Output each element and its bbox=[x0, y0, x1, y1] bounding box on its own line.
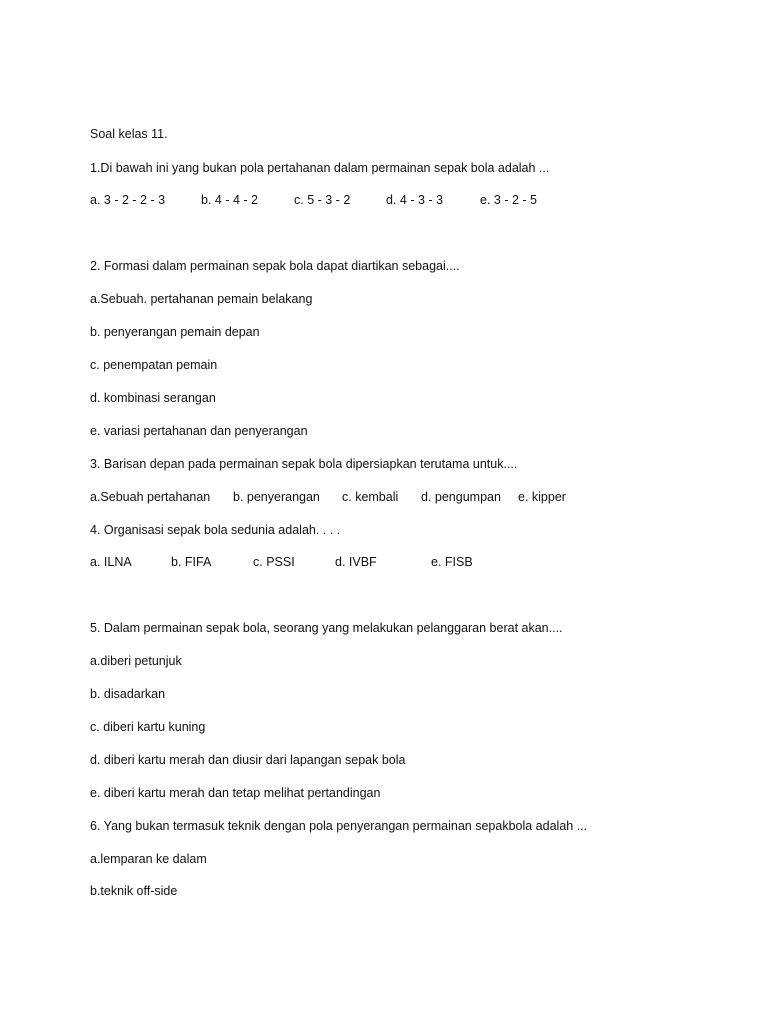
q2-option-c: c. penempatan pemain bbox=[90, 358, 218, 372]
q5-option-b: b. disadarkan bbox=[90, 687, 166, 701]
question-2: 2. Formasi dalam permainan sepak bola dapat diartikan sebagai.... bbox=[90, 259, 460, 273]
q4-option-b: b. FIFA bbox=[171, 555, 212, 569]
q5-option-e: e. diberi kartu merah dan tetap melihat pertandingan bbox=[90, 786, 381, 800]
q3-option-a: a.Sebuah pertahanan bbox=[90, 490, 211, 504]
q4-option-c: c. PSSI bbox=[253, 555, 295, 569]
q1-option-d: d. 4 - 3 - 3 bbox=[386, 193, 443, 207]
q2-option-b: b. penyerangan pemain depan bbox=[90, 325, 260, 339]
q4-option-d: d. IVBF bbox=[335, 555, 377, 569]
q3-option-d: d. pengumpan bbox=[421, 490, 501, 504]
q6-option-a: a.lemparan ke dalam bbox=[90, 852, 207, 866]
q1-option-a: a. 3 - 2 - 2 - 3 bbox=[90, 193, 166, 207]
q3-option-c: c. kembali bbox=[342, 490, 399, 504]
q5-option-c: c. diberi kartu kuning bbox=[90, 720, 206, 734]
document-heading: Soal kelas 11. bbox=[90, 127, 168, 141]
q2-option-d: d. kombinasi serangan bbox=[90, 391, 216, 405]
question-4: 4. Organisasi sepak bola sedunia adalah. . . . bbox=[90, 523, 341, 537]
question-1: 1.Di bawah ini yang bukan pola pertahanan dalam permainan sepak bola adalah ... bbox=[90, 161, 550, 175]
question-5: 5. Dalam permainan sepak bola, seorang yang melakukan pelanggaran berat akan.... bbox=[90, 621, 563, 635]
q3-option-b: b. penyerangan bbox=[233, 490, 320, 504]
q1-option-b: b. 4 - 4 - 2 bbox=[201, 193, 258, 207]
q1-option-c: c. 5 - 3 - 2 bbox=[294, 193, 351, 207]
q4-option-a: a. ILNA bbox=[90, 555, 132, 569]
q5-option-a: a.diberi petunjuk bbox=[90, 654, 182, 668]
q3-option-e: e. kipper bbox=[518, 490, 566, 504]
question-6: 6. Yang bukan termasuk teknik dengan pola penyerangan permainan sepakbola adalah ... bbox=[90, 819, 588, 833]
q4-option-e: e. FISB bbox=[431, 555, 473, 569]
q2-option-a: a.Sebuah. pertahanan pemain belakang bbox=[90, 292, 313, 306]
q2-option-e: e. variasi pertahanan dan penyerangan bbox=[90, 424, 308, 438]
q1-option-e: e. 3 - 2 - 5 bbox=[480, 193, 537, 207]
q6-option-b: b.teknik off-side bbox=[90, 884, 178, 898]
question-3: 3. Barisan depan pada permainan sepak bola dipersiapkan terutama untuk.... bbox=[90, 457, 518, 471]
q5-option-d: d. diberi kartu merah dan diusir dari lapangan sepak bola bbox=[90, 753, 406, 767]
